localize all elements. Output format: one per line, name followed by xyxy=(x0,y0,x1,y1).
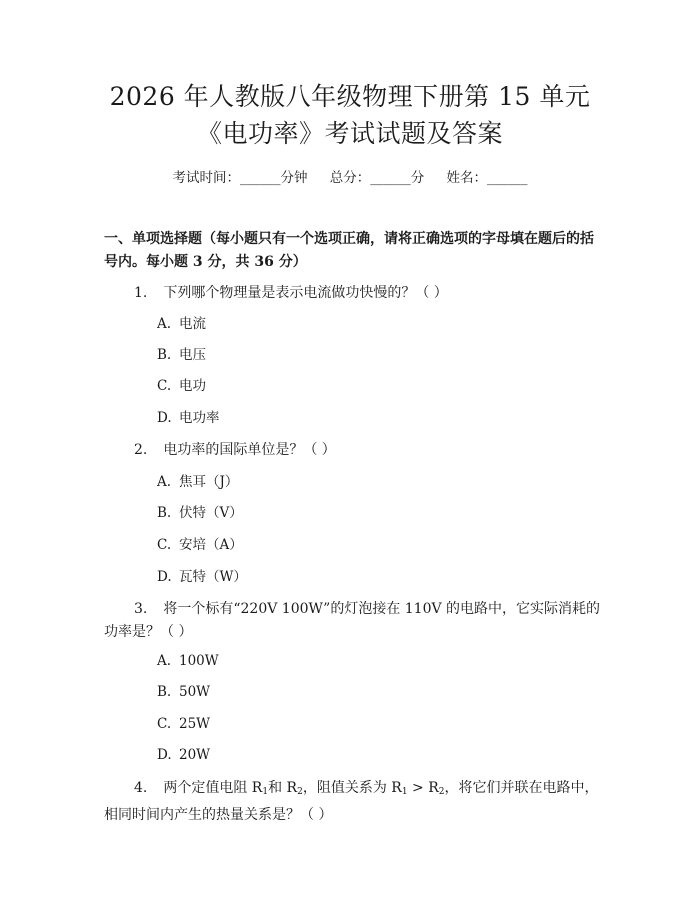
option-text: 瓦特（W） xyxy=(179,569,247,585)
option-letter: A. xyxy=(157,474,172,490)
option-3c xyxy=(157,714,210,734)
option-1d xyxy=(157,408,220,428)
name-blank: ______ xyxy=(487,170,528,186)
subscript: 2 xyxy=(438,787,445,797)
question-number: 4. xyxy=(134,780,148,796)
option-letter: C. xyxy=(157,716,172,732)
option-2d xyxy=(157,567,247,587)
option-letter: A. xyxy=(157,653,172,669)
option-text: 安培（A） xyxy=(179,537,243,553)
exam-time xyxy=(172,170,307,186)
exam-meta xyxy=(0,168,700,188)
option-3d xyxy=(157,745,210,765)
option-text: 焦耳（J） xyxy=(179,474,239,490)
option-text: 电压 xyxy=(179,347,206,363)
option-letter: C. xyxy=(157,537,172,553)
question-text-c: ，阻值关系为 R xyxy=(302,780,402,796)
option-2c xyxy=(157,535,243,555)
option-2a xyxy=(157,472,238,492)
question-1 xyxy=(104,282,604,305)
option-text: 20W xyxy=(179,747,211,763)
option-3b xyxy=(157,682,210,702)
question-text: 下列哪个物理量是表示电流做功快慢的？（ ） xyxy=(163,285,448,301)
option-text: 电功 xyxy=(179,378,206,394)
question-text-b: 和 R xyxy=(268,780,298,796)
option-letter: C. xyxy=(157,378,172,394)
question-text-e: ，将它们并联在电路中，相同时间内产生的热量关系是？（ ） xyxy=(104,780,599,823)
time-label: 考试时间： xyxy=(172,170,240,186)
question-number: 3. xyxy=(134,601,148,617)
option-1b xyxy=(157,345,206,365)
document-title-line2: 《电功率》考试试题及答案 xyxy=(196,119,503,148)
question-number: 1. xyxy=(134,285,148,301)
question-text: 电功率的国际单位是？（ ） xyxy=(163,442,336,458)
option-letter: B. xyxy=(157,684,172,700)
option-letter: B. xyxy=(157,347,172,363)
score-label: 总分： xyxy=(329,170,371,186)
option-2b xyxy=(157,503,243,523)
option-3a xyxy=(157,651,219,671)
question-text-a: 两个定值电阻 R xyxy=(163,780,263,796)
option-text: 伏特（V） xyxy=(179,505,243,521)
exam-name xyxy=(447,170,528,186)
option-text: 电功率 xyxy=(179,410,220,426)
question-4 xyxy=(104,777,604,827)
score-blank: ______ xyxy=(370,170,411,186)
time-blank: ______ xyxy=(239,170,281,186)
option-letter: B. xyxy=(157,505,172,521)
option-text: 25W xyxy=(179,716,211,732)
time-unit: 分钟 xyxy=(280,170,308,186)
option-1a xyxy=(157,314,206,334)
question-text-d: > R xyxy=(407,780,439,796)
section-heading: 一、单项选择题（每小题只有一个选项正确，请将正确选项的字母填在题后的括号内。每小题 3 分，共 36 分） xyxy=(104,231,594,270)
question-2 xyxy=(104,439,604,462)
question-number: 2. xyxy=(134,442,148,458)
exam-score xyxy=(330,170,425,186)
question-text: 将一个标有“220V 100W”的灯泡接在 110V 的电路中，它实际消耗的功率是？（ ） xyxy=(104,601,601,640)
option-letter: D. xyxy=(157,410,172,426)
subscript: 1 xyxy=(401,787,408,797)
document-title-line1: 2026 年人教版八年级物理下册第 15 单元 xyxy=(109,82,591,111)
option-letter: D. xyxy=(157,747,172,763)
option-text: 100W xyxy=(179,653,219,669)
question-3 xyxy=(104,598,604,644)
subscript: 1 xyxy=(262,787,269,797)
option-1c xyxy=(157,376,206,396)
name-label: 姓名： xyxy=(446,170,488,186)
option-letter: D. xyxy=(157,569,172,585)
option-letter: A. xyxy=(157,316,172,332)
score-unit: 分 xyxy=(410,170,425,186)
option-text: 50W xyxy=(179,684,211,700)
option-text: 电流 xyxy=(179,316,206,332)
subscript: 2 xyxy=(297,787,303,797)
